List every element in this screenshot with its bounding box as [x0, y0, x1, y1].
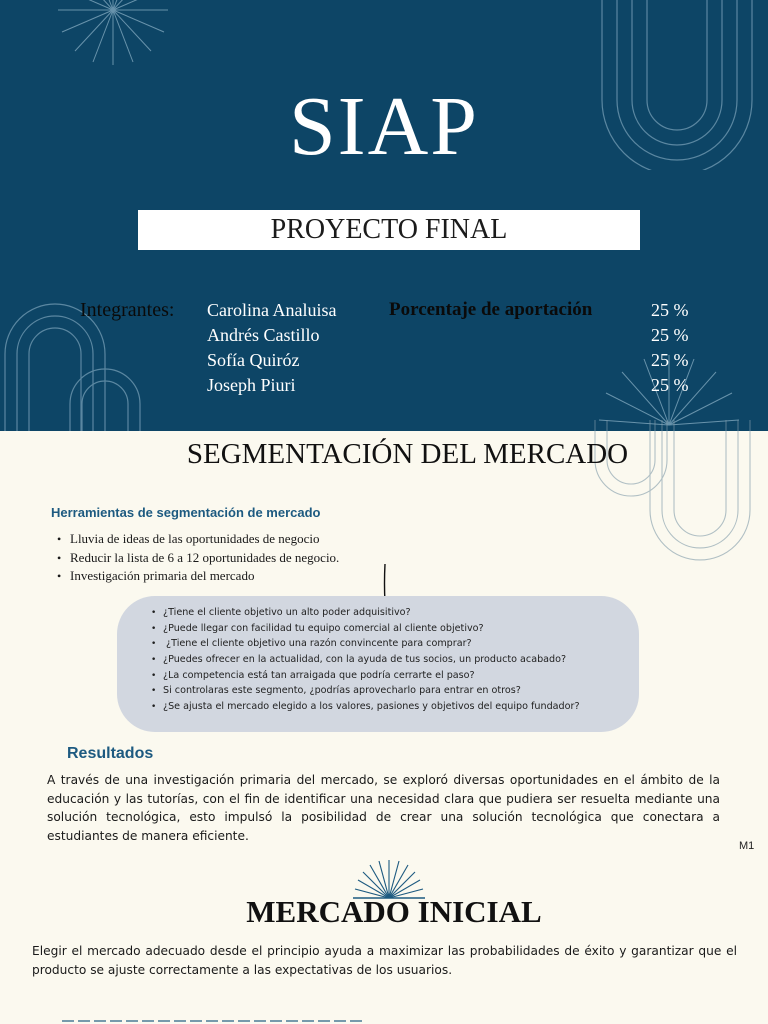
tools-list	[57, 530, 339, 586]
member-name: Andrés Castillo	[207, 325, 320, 345]
tools-heading: Herramientas de segmentación de mercado	[51, 505, 321, 520]
member-percent: 25 %	[651, 350, 689, 370]
results-paragraph: A través de una investigación primaria del mercado, se exploró diversas oportunidades en el ámbito de la educación y las tutorías, con el fin de identificar una necesidad clara que pudiera ser resuelta mediante una solución tecnológica, esto impulsó la posibilidad de crear una solución tecnológica que conectara a estudiantes de manera eficiente.	[47, 773, 720, 844]
list-item: • Si controlaras este segmento, ¿podrías aprovecharlo para entrar en otros?	[151, 683, 580, 699]
contribution-label: Porcentaje de aportación	[389, 299, 593, 320]
member-name: Sofía Quiróz	[207, 350, 300, 370]
list-item: • Lluvia de ideas de las oportunidades de negocio	[57, 530, 339, 549]
team-label: Integrantes:	[80, 299, 175, 321]
member-name: Carolina Analuisa	[207, 300, 337, 320]
list-item: • ¿Tiene el cliente objetivo un alto poder adquisitivo?	[151, 605, 580, 621]
project-title-banner: PROYECTO FINAL	[138, 210, 640, 250]
segmentation-title: SEGMENTACIÓN DEL MERCADO	[186, 438, 629, 470]
initial-market-title: MERCADO INICIAL	[246, 894, 542, 929]
list-item: • Reducir la lista de 6 a 12 oportunidades de negocio.	[57, 549, 339, 568]
sunburst-decoration-top-left	[38, 0, 188, 65]
list-item: • ¿Se ajusta el mercado elegido a los valores, pasiones y objetivos del equipo fundador?	[151, 699, 580, 715]
question-list	[151, 605, 580, 715]
member-name: Joseph Piuri	[207, 375, 296, 395]
initial-market-paragraph: Elegir el mercado adecuado desde el principio ayuda a maximizar las probabilidades de éxito y garantizar que el producto se ajuste correctamente a las expectativas de los usuarios.	[32, 944, 737, 977]
list-item: • ¿Tiene el cliente objetivo una razón convincente para comprar?	[151, 636, 580, 652]
results-heading: Resultados	[67, 745, 154, 762]
list-item: • Investigación primaria del mercado	[57, 567, 339, 586]
list-item: • ¿Puedes ofrecer en la actualidad, con la ayuda de tus socios, un producto acabado?	[151, 652, 580, 668]
list-item: • ¿Puede llegar con facilidad tu equipo comercial al cliente objetivo?	[151, 621, 580, 637]
siap-logo: SIAP	[288, 80, 480, 173]
member-percent: 25 %	[651, 325, 689, 345]
member-percent: 25 %	[651, 300, 689, 320]
member-percent: 25 %	[651, 375, 689, 395]
page-code: M1	[739, 840, 755, 852]
list-item: • ¿La competencia está tan arraigada que podría cerrarte el paso?	[151, 668, 580, 684]
cut-off-heading	[62, 1014, 362, 1024]
